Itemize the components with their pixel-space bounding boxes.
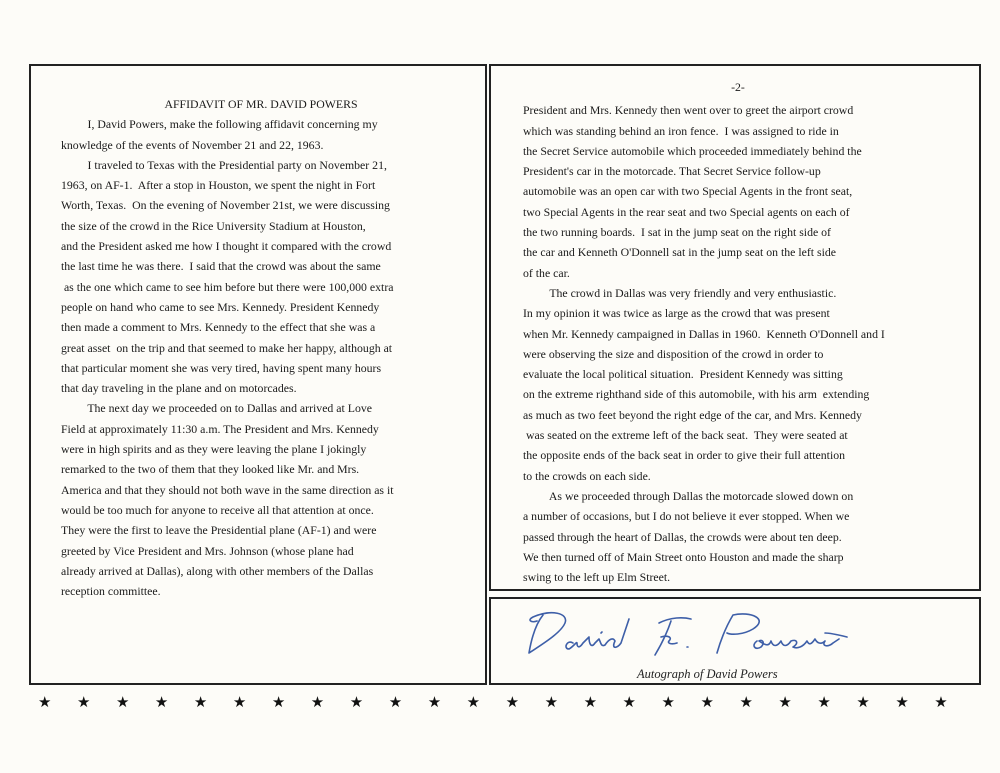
page-1-line: I, David Powers, make the following affidavit concerning my — [61, 117, 378, 132]
page-1-line: knowledge of the events of November 21 and 22, 1963. — [61, 137, 324, 152]
star-icon: ★ — [817, 694, 831, 711]
page-1-line: reception committee. — [61, 584, 161, 599]
star-icon: ★ — [76, 694, 91, 711]
page-1-line: remarked to the two of them that they looked like Mr. and Mrs. — [61, 462, 360, 477]
star-icon: ★ — [622, 694, 636, 711]
star-icon: ★ — [115, 694, 130, 711]
page-2-line: automobile was an open car with two Special Agents in the front seat, — [523, 184, 853, 199]
page-2-line: the two running boards. I sat in the jump seat on the right side of — [523, 225, 831, 240]
page-1-line: and the President asked me how I thought it compared with the crowd — [61, 239, 392, 254]
star-icon: ★ — [466, 694, 481, 711]
page-1-line: then made a comment to Mrs. Kennedy to the effect that she was a — [61, 320, 376, 335]
page-1-line: America and that they should not both wave in the same direction as it — [61, 482, 394, 497]
affidavit-page-1 — [29, 64, 487, 685]
page-2-line: the Secret Service automobile which proceeded immediately behind the — [523, 143, 862, 158]
page-number: -2- — [731, 80, 745, 94]
page-1-line: The next day we proceeded on to Dallas and arrived at Love — [61, 401, 372, 416]
page-2-line: as much as two feet beyond the right edge of the car, and Mrs. Kennedy — [523, 407, 862, 422]
page-2-line: on the extreme righthand side of this automobile, with his arm extending — [523, 387, 870, 402]
page-1-line: the last time he was there. I said that the crowd was about the same — [61, 259, 381, 274]
page-2-line: As we proceeded through Dallas the motorcade slowed down on — [523, 488, 854, 503]
star-icon: ★ — [739, 694, 753, 711]
page-2-line: when Mr. Kennedy campaigned in Dallas in 1960. Kenneth O'Donnell and I — [523, 326, 885, 341]
star-icon: ★ — [583, 694, 598, 711]
page-2-line: The crowd in Dallas was very friendly and very enthusiastic. — [523, 285, 837, 300]
page-2-line: to the crowds on each side. — [523, 468, 651, 483]
star-icon: ★ — [778, 694, 792, 711]
page-2-line: President and Mrs. Kennedy then went over to greet the airport crowd — [523, 103, 854, 118]
page-1-line: as the one which came to see him before but there were 100,000 extra — [61, 279, 394, 294]
affidavit-page-2 — [489, 64, 981, 591]
page-2-line: President's car in the motorcade. That Secret Service follow-up — [523, 164, 821, 179]
star-icon: ★ — [154, 694, 169, 711]
page-2-line: which was standing behind an iron fence. I was assigned to ride in — [523, 123, 839, 138]
autograph-panel — [489, 597, 981, 685]
page-1-line: Field at approximately 11:30 a.m. The President and Mrs. Kennedy — [61, 421, 379, 436]
autograph-caption: Autograph of David Powers — [637, 667, 778, 681]
page-2-line: the car and Kenneth O'Donnell sat in the jump seat on the left side — [523, 245, 837, 260]
page-1-line: greeted by Vice President and Mrs. Johnson (whose plane had — [61, 543, 354, 558]
page-1-lines — [61, 114, 461, 601]
star-icon: ★ — [700, 694, 714, 711]
page-1-line: would be too much for anyone to receive all that attention at once. — [61, 502, 374, 517]
page-2-line: In my opinion it was twice as large as the crowd that was present — [523, 306, 830, 321]
star-icon: ★ — [388, 694, 403, 711]
star-icon: ★ — [505, 694, 520, 711]
page-1-line: people on hand who came to see Mrs. Kennedy. President Kennedy — [61, 299, 380, 314]
page-1-line: great asset on the trip and that seemed to make her happy, although at — [61, 340, 393, 355]
star-icon: ★ — [193, 694, 208, 711]
page-1-line: They were the first to leave the Presidential plane (AF-1) and were — [61, 523, 377, 538]
page-2-line: We then turned off of Main Street onto Houston and made the sharp — [523, 549, 844, 564]
star-icon: ★ — [38, 694, 52, 711]
page-2-line: the opposite ends of the back seat in order to give their full attention — [523, 448, 846, 463]
page-2-line: two Special Agents in the rear seat and two Special agents on each of — [523, 204, 850, 219]
page-2-line: passed through the heart of Dallas, the crowds were about ten deep. — [523, 529, 842, 544]
page-2-text — [523, 80, 953, 587]
page-1-line: were in high spirits and as they were leaving the plane I jokingly — [61, 442, 367, 457]
page-1-line: 1963, on AF-1. After a stop in Houston, we spent the night in Fort — [61, 178, 376, 193]
star-icon: ★ — [271, 694, 286, 711]
page-1-text — [61, 94, 461, 601]
star-icon: ★ — [310, 694, 325, 711]
page-2-line: swing to the left up Elm Street. — [523, 570, 671, 585]
star-icon: ★ — [895, 694, 909, 711]
page-1-line: that day traveling in the plane and on motorcades. — [61, 381, 297, 396]
page-1-line: the size of the crowd in the Rice University Stadium at Houston, — [61, 218, 366, 233]
page-2-line: a number of occasions, but I do not believe it ever stopped. When we — [523, 509, 850, 524]
page-2-line: were observing the size and disposition of the crowd in order to — [523, 346, 824, 361]
star-border-row — [38, 692, 948, 712]
signature-autograph — [521, 603, 851, 663]
page-2-line: was seated on the extreme left of the back seat. They were seated at — [523, 428, 848, 443]
star-icon: ★ — [349, 694, 364, 711]
page-2-line: of the car. — [523, 265, 570, 280]
star-icon: ★ — [661, 694, 675, 711]
star-icon: ★ — [427, 694, 442, 711]
page-1-line: already arrived at Dallas), along with other members of the Dallas — [61, 563, 374, 578]
star-icon: ★ — [544, 694, 559, 711]
page-1-line: I traveled to Texas with the Presidential party on November 21, — [61, 157, 387, 172]
page-2-line: evaluate the local political situation. President Kennedy was sitting — [523, 367, 843, 382]
star-icon: ★ — [856, 694, 870, 711]
page-2-lines — [523, 100, 953, 587]
page-1-line: Worth, Texas. On the evening of November 21st, we were discussing — [61, 198, 390, 213]
star-icon: ★ — [232, 694, 247, 711]
star-icon: ★ — [934, 694, 948, 711]
page-1-line: that particular moment she was very tired, having spent many hours — [61, 360, 382, 375]
affidavit-heading: AFFIDAVIT OF MR. DAVID POWERS — [164, 97, 358, 111]
